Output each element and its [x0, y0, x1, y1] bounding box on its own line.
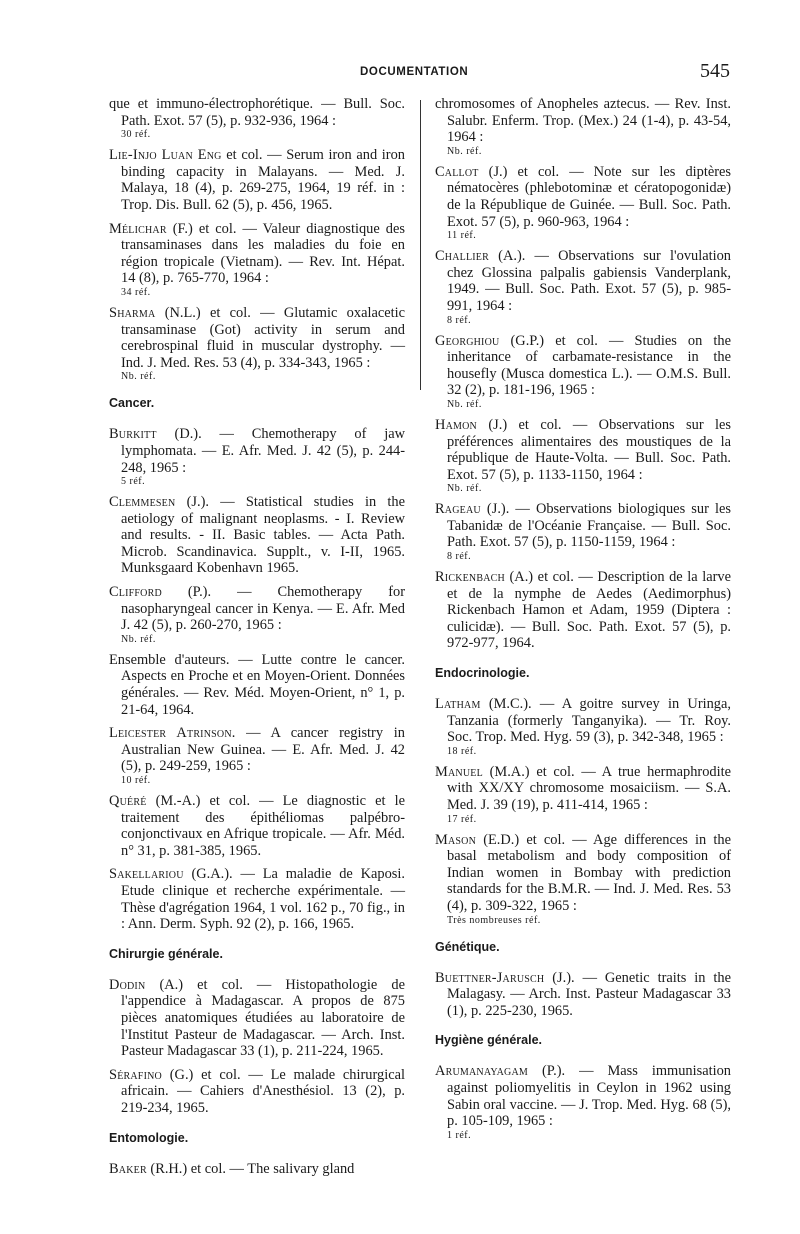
section-heading: Entomologie.	[109, 1130, 189, 1145]
bibliography-entry	[435, 569, 731, 652]
entry-citation: . — A cancer registry in Australian New Guinea. — E. Afr. Med. J. 42 (5), p. 249-259, 1965 :	[121, 725, 405, 775]
bibliography-entry	[435, 417, 731, 494]
bibliography-entry	[435, 970, 731, 1020]
bibliography-entry	[109, 652, 405, 718]
entry-author: Mason	[435, 831, 477, 848]
entry-author: Baker	[109, 1160, 147, 1177]
entry-citation: (G.) et col. — Le malade chirurgical africain. — Cahiers d'Anesthésiol. 13 (2), p. 219-234, 1965.	[121, 1066, 405, 1116]
bibliography-entry	[109, 426, 405, 487]
entry-reference-count: Nb. réf.	[447, 145, 482, 157]
bibliography-entry	[109, 1067, 405, 1117]
entry-author: Rickenbach	[435, 569, 505, 586]
section-heading: Chirurgie générale.	[109, 946, 223, 961]
entry-author: Callot	[435, 163, 479, 180]
entry-citation: (P.). — Chemotherapy for nasopharyngeal cancer in Kenya. — E. Afr. Med J. 42 (5), p. 260-270, 1965 :	[121, 584, 405, 634]
entry-reference-count: Très nombreuses réf.	[447, 914, 541, 926]
entry-citation: (G.A.). — La maladie de Kaposi. Etude clinique et recherche expérimentale. — Thèse d'agrégation 1964, 1 vol. 162 p., 70 fig., in : Ann. Derm. Syph. 92 (2), p. 166, 1965.	[121, 866, 405, 933]
entry-citation: (J.). — Statistical studies in the aetiology of malignant neoplasms. - I. Review and results. - II. Basic tables. — Acta Path. Microb. Scandinavica. Supplt., v. I-II, 1965. Munksgaard Kobenhavn 1965.	[121, 494, 405, 577]
bibliography-entry	[435, 96, 731, 157]
entry-citation: (A.) et col. — Description de la larve et de la nymphe de Aedes (Aedimorphus) Rickenbach Hamon et Adam, 1959 (Diptera : culicidæ). — Bull. Soc. Path. Exot. 57 (5), p. 972-977, 1964.	[447, 569, 731, 652]
bibliography-entry	[435, 1063, 731, 1140]
bibliography-entry	[435, 764, 731, 825]
entry-reference-count: 18 réf.	[447, 745, 477, 757]
entry-author: Georghiou	[435, 332, 500, 349]
entry-citation: (J.) et col. — Note sur les diptères nématocères (phlebotominæ et cératopogonidæ) de la République de Guinée. — Bull. Soc. Path. Exot. 57 (5), p. 960-963, 1964 :	[447, 163, 731, 230]
entry-reference-count: 11 réf.	[447, 230, 477, 242]
running-title: DOCUMENTATION	[360, 66, 469, 78]
entry-author: Burkitt	[109, 426, 157, 443]
entry-author: Clemmesen	[109, 494, 176, 511]
entry-citation: (P.). — Mass immunisation against poliomyelitis in Ceylon in 1962 using Sabin oral vaccine. — J. Trop. Med. Hyg. 68 (5), p. 105-109, 1965 :	[447, 1063, 731, 1130]
entry-reference-count: 5 réf.	[121, 476, 146, 488]
entry-citation: (A.). — Observations sur l'ovulation chez Glossina palpalis gabiensis Vanderplank, 1949. — Bull. Soc. Path. Exot. 57 (5), p. 985-991, 1964 :	[447, 248, 731, 314]
running-header	[0, 58, 800, 88]
section-heading: Génétique.	[435, 939, 500, 954]
bibliography-entry	[109, 147, 405, 213]
entry-citation: que et immuno-électrophorétique. — Bull. Soc. Path. Exot. 57 (5), p. 932-936, 1964 :	[109, 96, 405, 129]
entry-author: Latham	[435, 696, 481, 713]
entry-author: Leicester Atrinson	[109, 725, 232, 742]
bibliography-entry	[109, 96, 405, 140]
entry-reference-count: 1 réf.	[447, 1129, 472, 1141]
entry-reference-count: 8 réf.	[447, 314, 472, 326]
entry-author: Quéré	[109, 793, 147, 809]
entry-author: Dodin	[109, 976, 146, 993]
bibliography-entry	[109, 977, 405, 1060]
entry-citation: (J.). — Genetic traits in the Malagasy. — Arch. Inst. Pasteur Madagascar 33 (1), p. 225-230, 1965.	[447, 969, 731, 1019]
bibliography-entry	[109, 494, 405, 577]
entry-reference-count: 30 réf.	[121, 129, 151, 141]
entry-citation: (F.) et col. — Valeur diagnostique des transaminases dans les maladies du foie en région tropicale (Vietnam). — Rev. Int. Hépat. 14 (8), p. 765-770, 1964 :	[121, 220, 405, 287]
entry-author: Sharma	[109, 304, 156, 321]
entry-author: Mélichar	[109, 220, 167, 237]
entry-author: Manuel	[435, 763, 483, 780]
entry-reference-count: 8 réf.	[447, 551, 472, 563]
entry-reference-count: Nb. réf.	[447, 398, 482, 410]
entry-author: Rageau	[435, 501, 481, 518]
entry-citation: chromosomes of Anopheles aztecus. — Rev. Inst. Salubr. Enferm. Trop. (Mex.) 24 (1-4), p. 43-54, 1964 :	[435, 96, 731, 146]
entry-citation: (R.H.) et col. — The salivary gland	[146, 1160, 355, 1177]
bibliography-entry	[435, 696, 731, 757]
entry-reference-count: Nb. réf.	[447, 483, 482, 495]
bibliography-entry	[435, 248, 731, 325]
entry-citation: (E.D.) et col. — Age differences in the basal metabolism and body composition of Indian women in Bombay with prediction standards for the B.M.R. — Ind. J. Med. Res. 53 (4), p. 309-322, 1965 :	[447, 831, 731, 914]
bibliography-entry	[435, 501, 731, 562]
bibliography-entry	[109, 221, 405, 298]
entry-author: Sérafino	[109, 1066, 162, 1083]
section-heading: Hygiène générale.	[435, 1033, 542, 1048]
entry-author: Lie-Injo Luan Eng	[109, 147, 222, 164]
entry-author: Hamon	[435, 416, 477, 433]
entry-citation: (G.P.) et col. — Studies on the inheritance of carbamate-resistance in the housefly (Musca domestica L.). — O.M.S. Bull. 32 (2), p. 181-196, 1965 :	[447, 332, 731, 399]
entry-citation: (M.A.) et col. — A true hermaphrodite with XX/XY chromosome mosaiciism. — S.A. Med. J. 39 (19), p. 411-414, 1965 :	[447, 763, 731, 813]
entry-reference-count: 17 réf.	[447, 813, 477, 825]
entry-author: Challier	[435, 248, 489, 265]
bibliography-entry	[109, 725, 405, 786]
bibliography-entry	[109, 866, 405, 932]
entry-citation: et col. — Serum iron and iron binding capacity in Malayans. — Med. J. Malaya, 18 (4), p. 269-275, 1964, 19 réf. in : Trop. Dis. Bull. 62 (5), p. 456, 1965.	[121, 147, 405, 213]
bibliography-entry	[109, 1161, 405, 1178]
entry-citation: (M.-A.) et col. — Le diagnostic et le traitement des épithéliomas palpébro-conjonctivaux en Afrique tropicale. — Afr. Méd. n° 31, p. 381-385, 1965.	[121, 793, 405, 859]
entry-reference-count: 10 réf.	[121, 775, 151, 786]
page-number: 545	[700, 60, 730, 82]
bibliography-entry	[109, 584, 405, 645]
right-column	[435, 96, 731, 1148]
bibliography-entry	[435, 164, 731, 241]
entry-citation: (A.) et col. — Histopathologie de l'appendice à Madagascar. A propos de 875 pièces anatomiques étudiées au laboratoire de l'Institut Pasteur de Madagascar. — Arch. Inst. Pasteur Madagascar 33 (1), p. 211-224, 1965.	[121, 976, 405, 1060]
entry-citation: (J.). — Observations biologiques sur les Tabanidæ de l'Océanie Française. — Bull. Soc. Path. Exot. 57 (5), p. 1150-1159, 1964 :	[447, 501, 731, 551]
column-divider	[420, 100, 421, 390]
entry-citation: (D.). — Chemotherapy of jaw lymphomata. — E. Afr. Med. J. 42 (5), p. 244-248, 1965 :	[121, 426, 405, 476]
bibliography-entry	[109, 793, 405, 859]
entry-citation: (N.L.) et col. — Glutamic oxalacetic transaminase (Got) activity in serum and cerebrospinal fluid in muscular dystrophy. — Ind. J. Med. Res. 53 (4), p. 334-343, 1965 :	[121, 304, 405, 371]
entry-author: Sakellariou	[109, 866, 184, 883]
bibliography-entry	[435, 333, 731, 410]
bibliography-entry	[109, 305, 405, 382]
entry-reference-count: 34 réf.	[121, 286, 151, 298]
entry-citation: Ensemble d'auteurs. — Lutte contre le cancer. Aspects en Proche et en Moyen-Orient. Données générales. — Rev. Méd. Moyen-Orient, n° 1, p. 21-64, 1964.	[109, 651, 405, 718]
entry-citation: (J.) et col. — Observations sur les préférences alimentaires des moustiques de la république de Haute-Volta. — Bull. Soc. Path. Exot. 57 (5), p. 1133-1150, 1964 :	[447, 416, 731, 483]
entry-author: Buettner-Jarusch	[435, 969, 545, 986]
entry-reference-count: Nb. réf.	[121, 371, 156, 383]
section-heading: Endocrinologie.	[435, 666, 530, 681]
bibliography-entry	[435, 832, 731, 926]
entry-reference-count: Nb. réf.	[121, 633, 156, 645]
section-heading: Cancer.	[109, 396, 155, 411]
left-column	[109, 96, 405, 1184]
entry-author: Arumanayagam	[435, 1063, 528, 1080]
entry-citation: (M.C.). — A goitre survey in Uringa, Tanzania (formerly Tanganyika). — Tr. Roy. Soc. Trop. Med. Hyg. 59 (3), p. 342-348, 1965 :	[447, 696, 731, 746]
entry-author: Clifford	[109, 584, 162, 601]
